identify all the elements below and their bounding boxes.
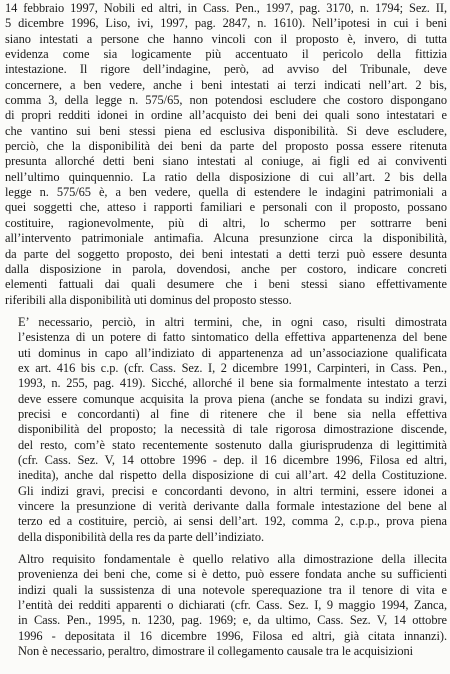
text-line: terzo ed a costituire, perciò, ai sensi dell’art. 192, comma 2, c.p.p., prova piena xyxy=(18,514,447,529)
paragraph-2 xyxy=(5,315,447,545)
text-line: deve essere comunque acquisita la prova piena (anche se fondata su indizi gravi, xyxy=(18,391,447,406)
text-line: evidenza come sia logicamente più accentuato il pericolo della fittizia xyxy=(5,47,447,62)
text-line: Altro requisito fondamentale è quello relativo alla dimostrazione della illecita xyxy=(18,552,447,567)
text-line: elementi fattuali dai quali desumere che i beni stessi siano effettivamente xyxy=(5,277,447,292)
text-line: legge n. 575/65 è, a ben vedere, quella di estendere le indagini patrimoniali a xyxy=(5,185,447,200)
text-line: dalla disposizione in parola, dovendosi, anche per costoro, indicare concreti xyxy=(5,261,447,276)
text-line: comma 3, della legge n. 575/65, non potendosi escludere che costoro dispongano xyxy=(5,93,447,108)
text-line: nell’ultimo quinquennio. La ratio della disposizione di cui all’art. 2 bis della xyxy=(5,169,447,184)
text-line: in Cass. Pen., 1995, n. 1230, pag. 1969; e, da ultimo, Cass. Sez. V, 14 ottobre xyxy=(18,613,447,628)
text-line: siano intestati a persone che hanno vincoli con il proposto è, invero, di tutta xyxy=(5,31,447,46)
text-line: E’ necessario, perciò, in altri termini, che, in ogni caso, risulti dimostrata xyxy=(18,314,447,329)
text-line: concernere, a ben vedere, anche i beni intestati ai terzi indicati nell’art. 2 bis, xyxy=(5,77,447,92)
paragraph-1 xyxy=(5,1,447,308)
text-line: costituire, ragionevolmente, più di altri, lo schermo per sottrarre beni xyxy=(5,215,447,230)
text-line: (cfr. Cass. Sez. V, 14 ottobre 1996 - dep. il 16 dicembre 1996, Filosa ed altri, xyxy=(18,452,447,467)
text-line: perciò, che la disponibilità dei beni da parte del proposto possa essere ritenuta xyxy=(5,139,447,154)
text-line: riferibili alla disponibilità uti dominus del proposto stesso. xyxy=(5,292,292,307)
text-line: intestazione. Il rigore dell’indagine, però, ad avviso del Tribunale, deve xyxy=(5,62,447,77)
text-line: quei soggetti che, atteso i rapporti familiari e personali con il proposto, possano xyxy=(5,200,447,215)
text-line: della disponibilità della res da parte dell’indiziato. xyxy=(18,529,265,544)
text-line: 1993, n. 255, pag. 419). Sicché, allorché il bene sia formalmente intestato a terzi xyxy=(18,376,447,391)
text-line: vincere la presunzione di verità derivante dalla formale intestazione del bene al xyxy=(18,499,447,513)
text-line: l’esistenza di un potere di fatto sintomatico della effettiva appartenenza del bene xyxy=(18,330,447,345)
text-line: all’intervento patrimoniale antimafia. Alcuna presunzione circa la disponibilità, xyxy=(5,231,447,246)
text-line: 5 dicembre 1996, Liso, ivi, 1997, pag. 2847, n. 1610). Nell’ipotesi in cui i beni xyxy=(5,16,447,31)
text-line: presunta allorché detti beni siano intestati al coniuge, ai figli ed ai conviventi xyxy=(5,154,447,169)
text-line: del resto, com’è stato recentemente sostenuto dalla giurisprudenza di legittimità xyxy=(18,437,447,452)
text-line: da parte del soggetto proposto, dei beni intestati a detti terzi può essere desunta xyxy=(5,246,447,261)
text-line: indizi quali la sussistenza di una notevole sperequazione tra il tenore di vita e xyxy=(18,582,447,597)
text-line: precisi e concordanti) al fine di ritenere che il bene sia nella effettiva xyxy=(18,406,447,421)
text-line: inedita), anche dal rispetto della disposizione di cui all’art. 42 della Costituzione. xyxy=(18,468,447,483)
text-line: ex art. 416 bis c.p. (cfr. Cass. Sez. I, 2 dicembre 1991, Carpinteri, in Cass. Pen., xyxy=(18,360,447,375)
text-line: uti dominus in capo all’indiziato di appartenenza ad un’associazione qualificata xyxy=(18,345,447,360)
text-line: provenienza dei beni che, come si è detto, può essere fondata anche su sufficienti xyxy=(18,567,447,582)
paragraph-3 xyxy=(5,552,447,659)
text-line: disponibilità del proposto; la necessità di tale rigorosa dimostrazione discende, xyxy=(18,422,447,437)
text-line: Non è necessario, peraltro, dimostrare il collegamento causale tra le acquisizioni xyxy=(18,644,413,659)
text-line: Gli indizi gravi, precisi e concordanti devono, in altri termini, essere idonei a xyxy=(18,483,447,498)
text-line: di propri redditi idonei in ordine all’acquisto dei beni dei quali sono intestatari e xyxy=(5,108,447,123)
text-line: 1996 - depositata il 16 dicembre 1996, Filosa ed altri, già citata innanzi). xyxy=(18,628,447,643)
text-line: 14 febbraio 1997, Nobili ed altri, in Cass. Pen., 1997, pag. 3170, n. 1794; Sez. II, xyxy=(5,1,447,15)
text-line: che vantino sui beni stessi piena ed esclusiva disponibilità. Si deve escludere, xyxy=(5,123,447,138)
text-line: l’entità dei redditi apparenti o dichiarati (cfr. Cass. Sez. I, 9 maggio 1994, Zanca, xyxy=(18,598,447,613)
